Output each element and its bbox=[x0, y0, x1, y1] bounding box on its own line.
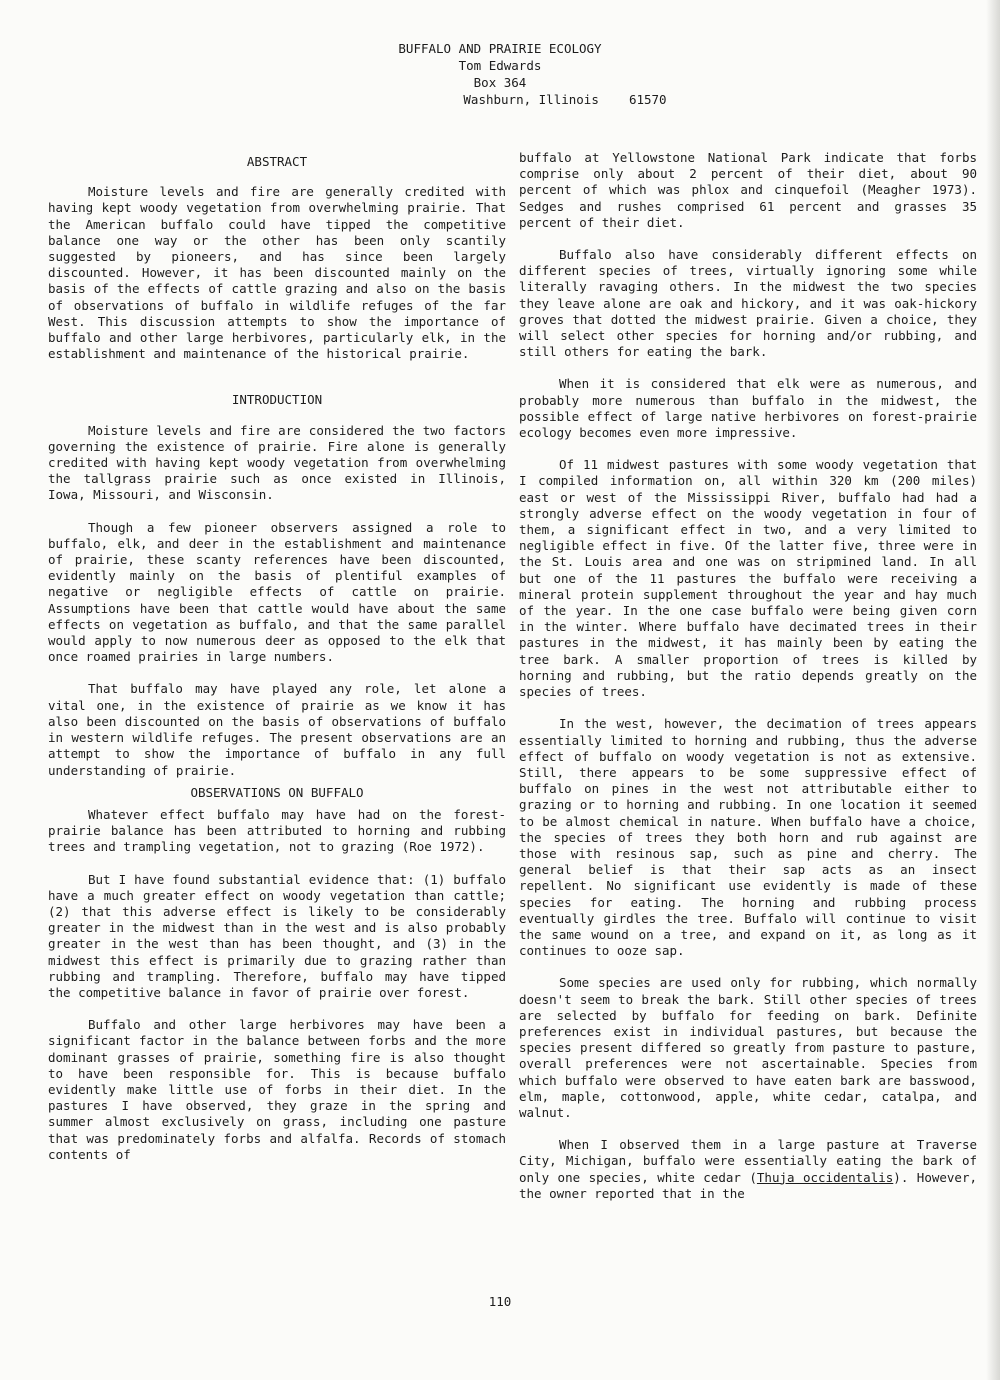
left-column bbox=[48, 150, 506, 1179]
author-box: Box 364 bbox=[473, 75, 527, 90]
page-number: 110 bbox=[488, 1294, 512, 1309]
observations-paragraph: Whatever effect buffalo may have had on the forest-prairie balance has been attributed to horning and rubbing trees and trampling vegetation, not to grazing (Roe 1972). bbox=[48, 806, 506, 855]
right-column bbox=[519, 150, 977, 1218]
intro-paragraph: That buffalo may have played any role, let alone a vital one, in the existence of prairie as we know it has also been discounted on the basis of observations of buffalo in western wildlife refuges. The present observations are an attempt to show the importance of buffalo in any full understanding of prairie. bbox=[48, 681, 506, 778]
final-text-before: When I observed them in a large pasture at Traverse City, Michigan, buffalo were essentially eating the bark of only one species, white cedar ( bbox=[519, 1137, 977, 1185]
paper-header bbox=[0, 40, 1000, 108]
page-edge-shadow bbox=[986, 0, 1000, 1380]
body-paragraph: Of 11 midwest pastures with some woody vegetation that I compiled information on, all within 320 km (200 miles) east or west of the Mississippi River, buffalo had had a strongly adverse effect on the woody vegetation in four of them, a significant effect in two, and a very limited to negligible effect in five. Of the latter five, three were in the St. Louis area and one was on stripmined land. In all but one of the 11 pastures the buffalo were receiving a mineral protein supplement throughout the year and hay much of the year. In the one case buffalo were being given corn in the winter. Where buffalo have decimated trees in their pastures in the midwest, it has mainly been by eating the tree bark. A smaller proportion of trees is killed by horning and rubbing, but the ratio depends greatly on the species of trees. bbox=[519, 457, 977, 700]
species-name: Thuja occidentalis bbox=[756, 1169, 894, 1185]
abstract-text: Moisture levels and fire are generally credited with having kept woody vegetation from overwhelming prairie. That the American buffalo could have tipped the competitive balance one way or the other has been only scantily suggested by pioneers, and has since been largely discounted. However, it has been discounted mainly on the basis of the effects of cattle grazing and also on the basis of observations of buffalo in wildlife refuges of the far West. This discussion attempts to show the importance of buffalo and other large herbivores, particularly elk, in the establishment and maintenance of the historical prairie. bbox=[48, 184, 506, 362]
final-text-after: ). However, the owner reported that in the bbox=[519, 1169, 977, 1201]
continued-paragraph: buffalo at Yellowstone National Park indicate that forbs comprise only about 2 percent of their diet, about 90 percent of which was phlox and cinquefoil (Meagher 1973). Sedges and rushes comprised 61 percent and grasses 35 percent of their diet. bbox=[519, 150, 977, 230]
body-paragraph: Some species are used only for rubbing, which normally doesn't seem to break the bark. Still other species of trees are selected by buffalo for feeding on bark. Definite preferences exist in individual pastures, but because the species present differed so greatly from pasture to pasture, overall preferences were not ascertainable. Species from which buffalo were observed to have eaten bark are basswood, elm, maple, cottonwood, apple, white cedar, catalpa, and walnut. bbox=[519, 975, 977, 1120]
observations-paragraph: Buffalo and other large herbivores may have been a significant factor in the balance between forbs and the more dominant grasses of prairie, something fire is also thought to have been responsible for. This is because buffalo evidently make little use of forbs in their diet. In the pastures I have observed, they graze in the spring and summer almost exclusively on grass, including one pasture that was predominately forbs and alfalfa. Records of stomach contents of bbox=[48, 1017, 506, 1162]
body-paragraph: In the west, however, the decimation of trees appears essentially limited to horning and rubbing, thus the adverse effect of buffalo on woody vegetation is not as extensive. Still, there appears to be some suppressive effect of buffalo on pines in the west not attributable either to grazing or to horning and rubbing. In one location it seemed to be almost chemical in nature. When buffalo have a choice, the species of trees they both horn and rub against are those with resinous sap, such as pine and cherry. The general belief is that their sap acts as an insect repellent. No significant use evidently is made of these species for eating. The horning and rubbing process eventually girdles the tree. Buffalo will continue to visit the same wound on a tree, and expand on it, as long as it continues to ooze sap. bbox=[519, 716, 977, 959]
paper-title: BUFFALO AND PRAIRIE ECOLOGY bbox=[398, 41, 602, 56]
introduction-heading: INTRODUCTION bbox=[231, 392, 323, 408]
observations-heading: OBSERVATIONS ON BUFFALO bbox=[190, 784, 364, 800]
intro-paragraph: Though a few pioneer observers assigned a role to buffalo, elk, and deer in the establishment and maintenance of prairie, these scanty references have been discounted, evidently mainly on the basis of plentiful examples of negative or negligible effects of cattle on prairie. Assumptions have been that cattle would have about the same effects on vegetation as buffalo, and that the same parallel would apply to now numerous deer as opposed to the elk that once roamed prairies in large numbers. bbox=[48, 519, 506, 665]
author-city: Washburn, Illinois 61570 bbox=[463, 92, 667, 107]
body-paragraph: Buffalo also have considerably different effects on different species of trees, virtually ignoring some while literally ravaging others. In the midwest the two species they leave alone are oak and hickory, and it was oak-hickory groves that dotted the midwest prairie. Given a choice, they will select other species for horning and/or rubbing, and still others for eating the bark. bbox=[519, 247, 977, 360]
final-paragraph bbox=[519, 1137, 977, 1202]
observations-paragraph: But I have found substantial evidence that: (1) buffalo have a much greater effect on woody vegetation than cattle; (2) that this adverse effect is likely to be considerably greater in the midwest than in the west and is also probably greater in the west than has been thought, and (3) in the midwest this effect is primarily due to grazing rather than rubbing and trampling. Therefore, buffalo may have tipped the competitive balance in favor of prairie over forest. bbox=[48, 871, 506, 1000]
abstract-heading: ABSTRACT bbox=[246, 154, 308, 169]
author-name: Tom Edwards bbox=[458, 58, 542, 73]
intro-paragraph: Moisture levels and fire are considered the two factors governing the existence of prairie. Fire alone is generally credited with having kept woody vegetation from overwhelming the tallgrass prairie such as once existed in Illinois, Iowa, Missouri, and Wisconsin. bbox=[48, 422, 506, 503]
body-paragraph: When it is considered that elk were as numerous, and probably more numerous than buffalo in the midwest, the possible effect of large native herbivores on forest-prairie ecology becomes even more impressive. bbox=[519, 376, 977, 441]
